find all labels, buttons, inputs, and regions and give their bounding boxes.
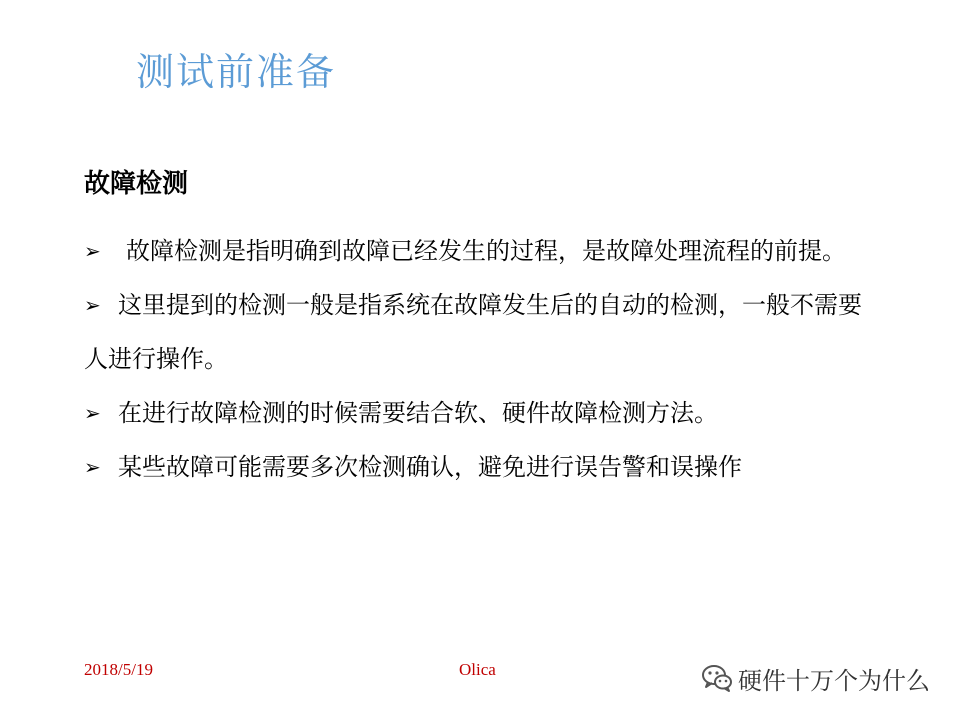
bullet-item <box>84 386 884 440</box>
section-heading: 故障检测 <box>84 169 189 199</box>
bullet-item <box>84 278 884 386</box>
bullet-item <box>84 224 884 278</box>
footer-date: 2018/5/19 <box>84 660 153 679</box>
arrow-bullet-icon: ➢ <box>84 401 101 425</box>
bullet-text: 某些故障可能需要多次检测确认，避免进行误告警和误操作 <box>118 453 742 481</box>
watermark-text: 硬件十万个为什么 <box>738 666 930 695</box>
bullet-item <box>84 440 884 494</box>
bullet-list <box>84 224 884 494</box>
arrow-bullet-icon: ➢ <box>84 293 101 317</box>
wechat-icon <box>700 661 734 695</box>
watermark <box>700 656 930 700</box>
slide-title: 测试前准备 <box>136 50 337 94</box>
bullet-text: 在进行故障检测的时候需要结合软、硬件故障检测方法。 <box>118 399 718 427</box>
bullet-text: 这里提到的检测一般是指系统在故障发生后的自动的检测，一般不需要人进行操作。 <box>84 291 862 373</box>
bullet-text: 故障检测是指明确到故障已经发生的过程，是故障处理流程的前提。 <box>126 237 846 265</box>
arrow-bullet-icon: ➢ <box>84 239 101 263</box>
footer-author: Olica <box>459 660 496 679</box>
arrow-bullet-icon: ➢ <box>84 455 101 479</box>
